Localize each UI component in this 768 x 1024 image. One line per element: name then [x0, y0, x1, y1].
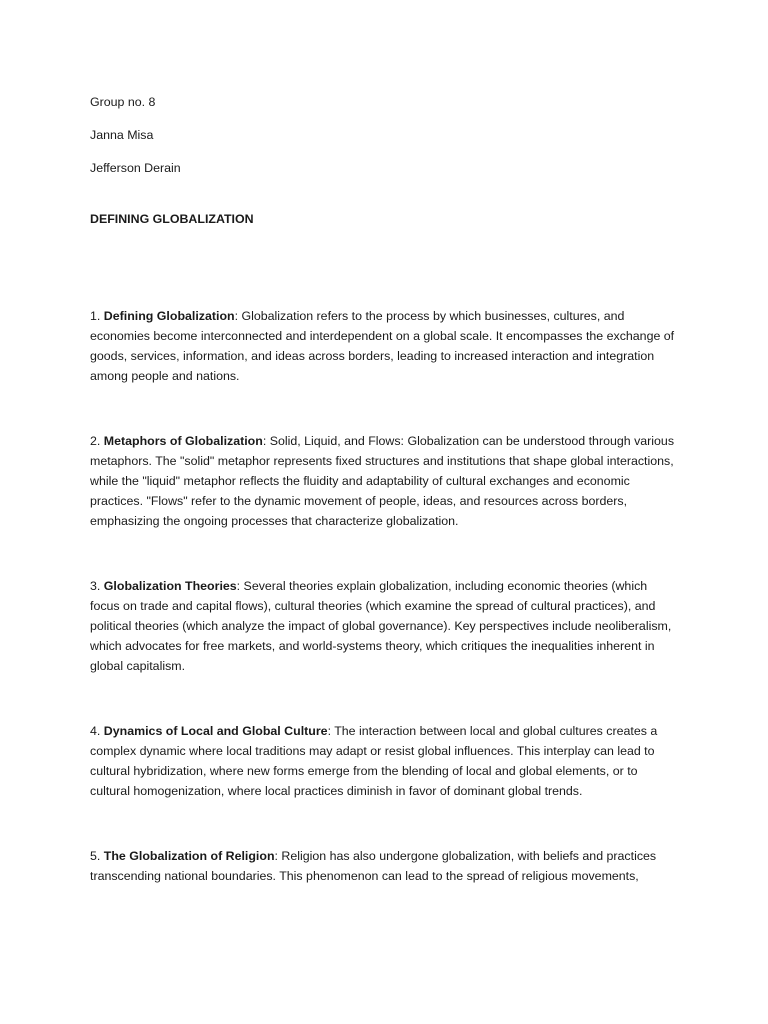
section-term: Globalization Theories	[103, 579, 237, 593]
document-body	[90, 92, 680, 886]
section-text: : Several theories explain globalization, including economic theories (which focus on trade and capital flows), cultural theories (which examine the spread of cultural practices), and political theories (which analyze the impact of global governance). Key perspectives include neoliberalism, which advocates for free markets, and world-systems theory, which critiques the inequalities inherent in global capitalism.	[90, 579, 672, 673]
section-paragraph	[90, 721, 680, 801]
section-paragraph	[90, 431, 680, 531]
section-paragraph	[90, 846, 680, 886]
section-term: Dynamics of Local and Global Culture	[103, 724, 328, 738]
author-name: Jefferson Derain	[90, 161, 181, 175]
section-term: Defining Globalization	[103, 309, 235, 323]
section-number: 1.	[90, 309, 101, 323]
section-text: : Religion has also undergone globalization, with beliefs and practices transcending national boundaries. This phenomenon can lead to the spread of religious movements,	[90, 849, 657, 883]
section-paragraph	[90, 306, 680, 386]
section-text: : Solid, Liquid, and Flows: Globalization can be understood through various metaphors. The "solid" metaphor represents fixed structures and institutions that shape global interactions, while the "liquid" metaphor reflects the fluidity and adaptability of cultural exchanges and economic practices. "Flows" refer to the dynamic movement of people, ideas, and resources across borders, emphasizing the ongoing processes that characterize globalization.	[90, 434, 675, 528]
section-paragraph	[90, 576, 680, 676]
section-term: The Globalization of Religion	[103, 849, 275, 863]
section-number: 5.	[90, 849, 101, 863]
document-title: DEFINING GLOBALIZATION	[90, 212, 254, 226]
section-number: 2.	[90, 434, 101, 448]
group-number: Group no. 8	[90, 95, 156, 109]
section-number: 3.	[90, 579, 101, 593]
section-text: : The interaction between local and global cultures creates a complex dynamic where local traditions may adapt or resist global influences. This interplay can lead to cultural hybridization, where new forms emerge from the blending of local and global elements, or to cultural homogenization, where local practices diminish in favor of dominant global trends.	[90, 724, 658, 798]
author-name: Janna Misa	[90, 128, 154, 142]
section-term: Metaphors of Globalization	[103, 434, 263, 448]
section-text: : Globalization refers to the process by which businesses, cultures, and economies become interconnected and interdependent on a global scale. It encompasses the exchange of goods, services, information, and ideas across borders, leading to increased interaction and integration among people and nations.	[90, 309, 675, 383]
section-number: 4.	[90, 724, 101, 738]
